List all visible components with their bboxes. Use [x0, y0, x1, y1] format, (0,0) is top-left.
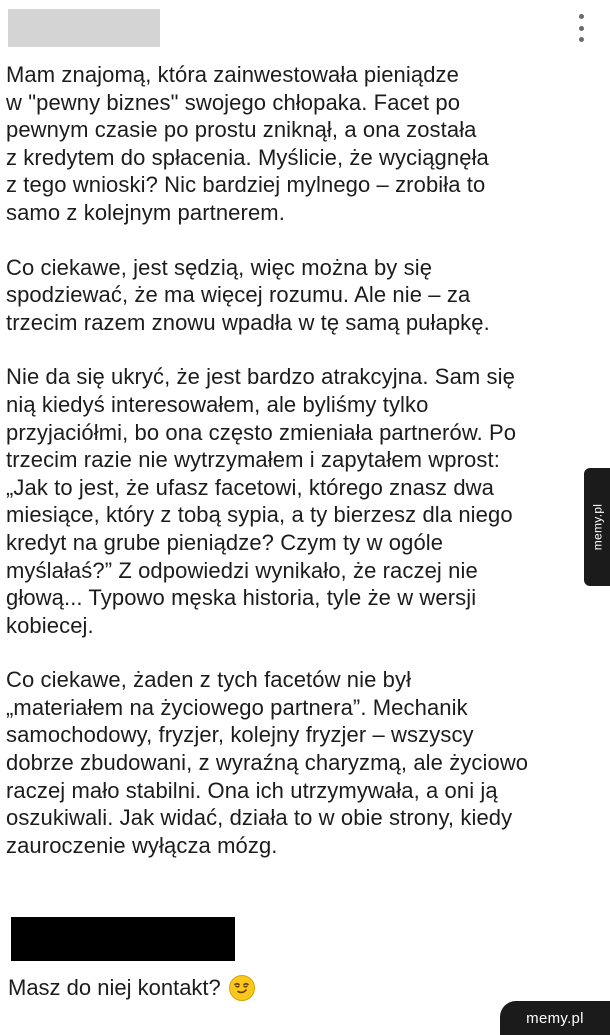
text-line: oszukiwali. Jak widać, działa to w obie strony, kiedy [6, 805, 513, 831]
text-line: samo z kolejnym partnerem. [6, 199, 285, 225]
more-options-icon[interactable] [578, 14, 584, 42]
text-line: raczej mało stabilni. Ona ich utrzymywała, a oni ją [6, 777, 498, 803]
text-line: głową... Typowo męska historia, tyle że w wersji [6, 585, 477, 611]
post-paragraph [6, 254, 594, 337]
text-line: z kredytem do spłacenia. Myślicie, że wyciągnęła [6, 144, 489, 170]
corner-watermark [500, 1001, 610, 1035]
text-line: samochodowy, fryzjer, kolejny fryzjer – wszyscy [6, 722, 474, 748]
text-line: z tego wnioski? Nic bardziej mylnego – zrobiła to [6, 172, 486, 198]
redacted-reply-author [11, 917, 235, 961]
text-line: dobrze zbudowani, z wyraźną charyzmą, ale życiowo [6, 750, 529, 776]
text-line: Co ciekawe, jest sędzią, więc można by się [6, 254, 433, 280]
reply-comment-text: Masz do niej kontakt? [8, 975, 221, 1000]
text-line: myślałaś?” Z odpowiedzi wynikało, że raczej nie [6, 557, 478, 583]
post-paragraph [6, 666, 594, 859]
menu-dot [579, 14, 584, 19]
text-line: nią kiedyś interesowałem, ale byliśmy tylko [6, 391, 429, 417]
redacted-author-name [8, 9, 160, 47]
post-paragraph [6, 61, 594, 227]
text-line: spodziewać, że ma więcej rozumu. Ale nie – za [6, 282, 471, 308]
text-line: kredyt na grube pieniądze? Czym ty w ogóle [6, 529, 444, 555]
side-watermark [584, 468, 610, 586]
post-body [6, 61, 594, 859]
text-line: w "pewny biznes" swojego chłopaka. Facet po [6, 89, 461, 115]
text-line: zauroczenie wyłącza mózg. [6, 832, 278, 858]
text-line: przyjaciółmi, bo ona często zmieniała partnerów. Po [6, 419, 517, 445]
text-line: miesiące, który z tobą sypia, a ty bierzesz dla niego [6, 502, 513, 528]
text-line: pewnym czasie po prostu zniknął, a ona została [6, 117, 477, 143]
text-line: „materiałem na życiowego partnera”. Mechanik [6, 694, 468, 720]
text-line: kobiecej. [6, 612, 94, 638]
menu-dot [579, 37, 584, 42]
post-paragraph [6, 363, 594, 639]
text-line: „Jak to jest, że ufasz facetowi, którego znasz dwa [6, 474, 495, 500]
smirk-emoji-icon [229, 975, 255, 1001]
reply-comment [8, 974, 255, 1001]
text-line: trzecim razem znowu wpadła w tę samą pułapkę. [6, 309, 490, 335]
text-line: Nie da się ukryć, że jest bardzo atrakcyjna. Sam się [6, 364, 515, 390]
text-line: trzecim razie nie wytrzymałem i zapytałem wprost: [6, 447, 500, 473]
menu-dot [579, 26, 584, 31]
side-watermark-label: memy.pl [590, 503, 604, 551]
text-line: Mam znajomą, która zainwestowała pieniądze [6, 62, 459, 87]
corner-watermark-label: memy.pl [526, 1009, 584, 1027]
text-line: Co ciekawe, żaden z tych facetów nie był [6, 667, 412, 693]
